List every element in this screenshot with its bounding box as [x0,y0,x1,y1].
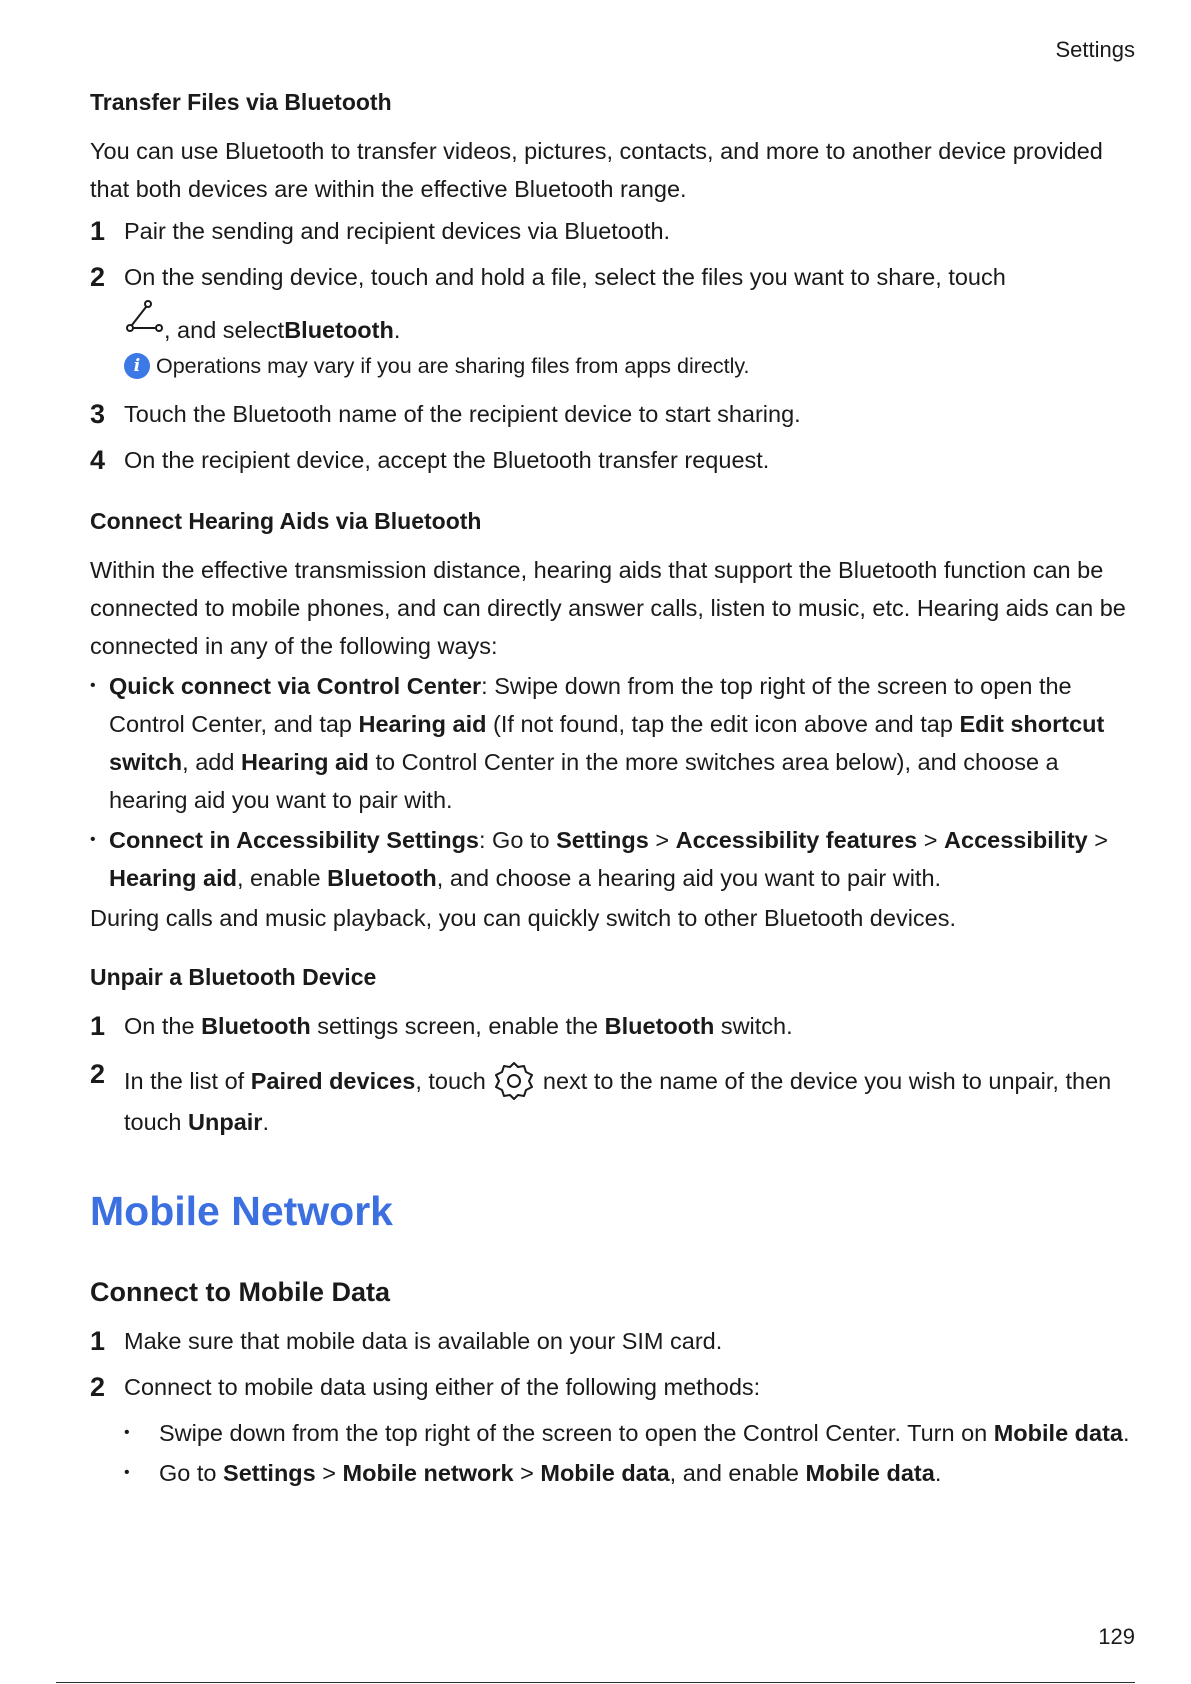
text: switch. [714,1013,793,1039]
mobile-bullet-2 [124,1454,1130,1492]
transfer-steps [90,212,1130,479]
mobile-steps [90,1322,1130,1406]
bold-term: Mobile data [993,1420,1123,1446]
text: , add [182,749,241,775]
step-number: 2 [90,1372,106,1402]
bold-term: Connect in Accessibility Settings [109,827,479,853]
text: In the list of [124,1068,251,1095]
page-content [90,86,1130,1494]
page-number: 129 [1098,1624,1135,1649]
bold-term: Unpair [188,1109,263,1135]
text: . [1123,1420,1130,1446]
step-number: 2 [90,1059,106,1089]
transfer-title: Transfer Files via Bluetooth [90,89,392,115]
punctuation: . [393,317,401,343]
step-text: On the sending device, touch and hold a file, select the files you want to share, touch [124,264,1006,290]
text: (If not found, tap the edit icon above and tap [486,711,960,737]
text: : Go to [479,827,557,853]
step-text: On the recipient device, accept the Bluetooth transfer request. [124,447,770,473]
bold-term: Settings [556,827,649,853]
text: , and choose a hearing aid you want to pair with. [436,865,942,891]
text: : Swipe down from the top right of the screen to open the Control Center, and tap [109,673,1072,737]
section-title-mobile-network: Mobile Network [90,1188,393,1234]
header-section-label: Settings [1055,37,1135,62]
hearing-outro: During calls and music playback, you can quickly switch to other Bluetooth devices. [90,905,957,931]
step-number: 4 [90,445,106,475]
bold-term: Bluetooth [284,317,394,343]
bold-term: Bluetooth [327,865,437,891]
bold-term: Settings [223,1460,316,1486]
text: > [315,1460,343,1486]
bullet-dot: • [90,677,96,694]
text: > [648,827,676,853]
step-text: Connect to mobile data using either of the following methods: [124,1374,761,1400]
unpair-step-2 [90,1059,1130,1138]
transfer-step-2 [90,258,1130,381]
bullet-dot: • [90,831,96,848]
text: settings screen, enable the [310,1013,605,1039]
bold-term: Bluetooth [201,1013,311,1039]
unpair-step-1 [90,1007,1130,1045]
text: , touch [415,1068,493,1095]
text: Go to [159,1460,224,1486]
bold-term: Hearing aid [358,711,487,737]
text: , and enable [669,1460,806,1486]
transfer-step-1 [90,212,1130,250]
bold-term: Mobile data [805,1460,935,1486]
hearing-bullet-1 [90,667,1130,819]
text: On the [124,1013,202,1039]
mobile-step-2 [90,1368,1130,1406]
transfer-step-4 [90,441,1130,479]
step-text: , and select [164,317,285,343]
text: Swipe down from the top right of the screen to open the Control Center. Turn on [159,1420,994,1446]
info-icon: i [124,353,150,379]
bold-term: Accessibility [944,827,1088,853]
info-note [124,351,1130,381]
text: . [262,1109,269,1135]
mobile-bullets [90,1414,1130,1492]
mobile-data-title: Connect to Mobile Data [90,1277,391,1307]
share-icon [124,298,164,349]
bold-term: Paired devices [250,1068,416,1095]
text: to Control Center in the more switches area below), and choose a hearing aid you want to pair with. [109,749,1059,813]
hearing-title: Connect Hearing Aids via Bluetooth [90,508,482,534]
mobile-step-1 [90,1322,1130,1360]
note-text: Operations may vary if you are sharing files from apps directly. [156,354,750,378]
step-text: Touch the Bluetooth name of the recipient device to start sharing. [124,401,801,427]
unpair-title: Unpair a Bluetooth Device [90,964,377,990]
mobile-bullet-1 [124,1414,1130,1452]
bold-term: Edit shortcut switch [109,711,1105,775]
bold-term: Bluetooth [604,1013,715,1039]
bold-term: Quick connect via Control Center [109,673,482,699]
gear-icon [492,1059,536,1107]
hearing-intro: Within the effective transmission distance, hearing aids that support the Bluetooth function can be connected to mobile phones, and can directly answer calls, listen to music, etc. Hearing aids can be connected in any of the following ways: [90,557,1126,659]
step-number: 2 [90,262,106,292]
bullet-dot: • [124,1464,130,1481]
step-number: 1 [90,1326,106,1356]
bold-term: Hearing aid [240,749,369,775]
share-line [124,298,1130,349]
text: next to the name of the device you wish to unpair, then touch [124,1068,1112,1135]
step-number: 1 [90,1011,106,1041]
text: > [513,1460,541,1486]
bullet-dot: • [124,1424,130,1441]
step-number: 1 [90,216,106,246]
transfer-intro: You can use Bluetooth to transfer videos, pictures, contacts, and more to another device provided that both devices are within the effective Bluetooth range. [90,138,1103,202]
step-text: Make sure that mobile data is available on your SIM card. [124,1328,723,1354]
step-text: Pair the sending and recipient devices via Bluetooth. [124,218,671,244]
hearing-bullet-2 [90,821,1130,897]
footer-divider [56,1682,1135,1683]
transfer-step-3 [90,395,1130,433]
step-number: 3 [90,399,106,429]
bold-term: Mobile data [540,1460,670,1486]
text: , enable [236,865,328,891]
hearing-bullets [90,667,1130,897]
text: > [917,827,945,853]
bold-term: Accessibility features [675,827,918,853]
bold-term: Hearing aid [109,865,237,891]
bold-term: Mobile network [342,1460,514,1486]
text: > [1087,827,1108,853]
unpair-steps [90,1007,1130,1138]
text: . [934,1460,942,1486]
